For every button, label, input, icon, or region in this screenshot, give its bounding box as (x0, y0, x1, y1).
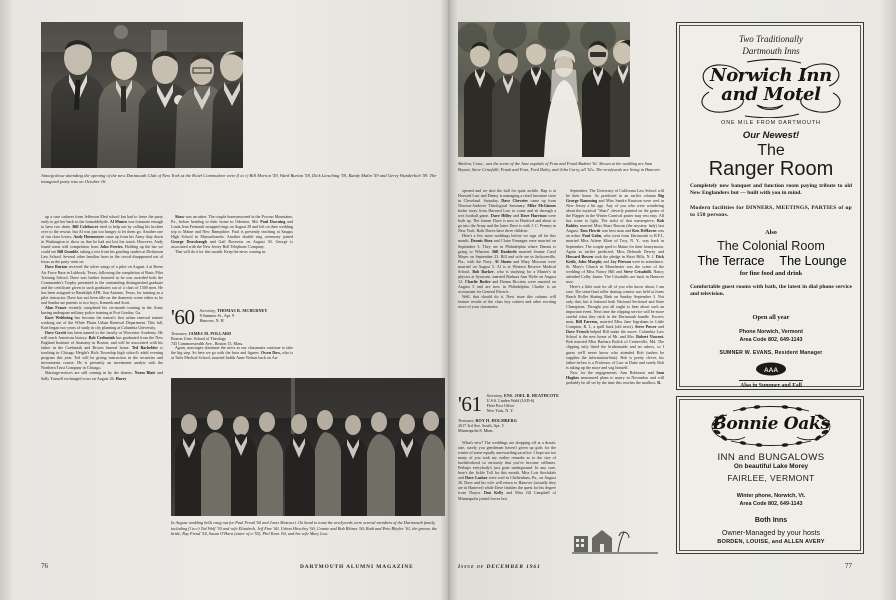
treasurer-name-1961: ROY H. HOLMBERG (475, 418, 518, 423)
treasurer-address-2: 745 Commonwealth Ave., Boston 15, Mass. (171, 341, 244, 347)
treasurer-1961-address-2: Minneapolis 8, Minn. (458, 428, 494, 434)
right-page-column-1: opened and we shot the bull for quite awhile. Hap is at Harvard Law and Denny is managing a retail furniture store in Cleveland. Saturday, Dave Chevrier came up from Newton-Andover Theological Seminary. Mike McGinnes broke away from Harvard Law to come and sit through a wet football game. Dave Hilley and Dave Harrison were both up. The former Dave is now in Hartford and about to go into the Army and the latter Dave is with J. C. Penney in New York. Both Daves have three children. Here's a few more weddings before we sign off for this month. Dennis Shea and Claire Finnegan were married on September 3. They are in Philadelphia where Dennis is going to Wharton. Bill Danforth married Jeanne Carol Mayer on September 23. Bill and wife are in Jacksonville, Fla., with the Navy. Al Shonn and Mary Missouri were married on August 5. Al is at Western Reserve Medical School. Bob Barker, who is studying for a Master's in physics at Syracuse, married Barbara Ann Wylie on August 12. Charlie Butler and Donna Riccinto were married on August 5 and are now in Philadelphia. Charlie is an accountant for General Electric. Well, that should do it. Next issue this column will feature results of the class boy contest and other exciting news of your classmates. (458, 188, 557, 310)
photo-2-caption: In August wedding bells rang out for Paul Freud '60 and Janet Matrucci. On hand to toast the newlyweds were several members of the Dartmouth family, including (l to r) Ted Wolf '30 and wife Elizabeth, Jeff Fine '60, Urban Hirschey '60, Connie and Bob Rhines '60, Ruth and Pete Bleyler '61, the groom, the bride, Ray Freud '54, Susan O'Hara (sister of a '55), Phil Kron '60, and his wife Mary Lou. (171, 520, 437, 537)
norwich-tagline (687, 33, 855, 57)
bonnie-oaks-line-3: FAIRLEE, VERMONT (727, 473, 815, 483)
left-page-column-1: up a cute cadaver from Jefferson Med school but had to leave the party early to get her back to the formaldehyde. Al Munro was fortunate enough to have two dates. Bill Colebower tried to help out by calling his brother over to the rescue, but Al was just too hungry to let them go. Another one of our class lovers, Andy Hoenmeyer came up from his Army duty down in Washington to show us that he had not lost his touch. However, Andy found some stiff competition from John Ferries. Holding up the bar we could see Bill Gumble, taking a rest from his grueling studies at Dickinson Law School. Several other familiar faces in the crowd disappeared out of focus as the party went on. Dave Burton received the silver wings of a pilot on August 4 at Reese Air Force Base in Lubbock, Texas, following the completion of Basic Pilot Training School. Dave was further honored as he was awarded both the Commander's Trophy presented to the outstanding distinguished graduate and the certificate given to such graduates out of a class of 1500 men. He has been assigned to Randolph AFB, San Antonio, Texas, for training as a pilot instructor. Dave has not been idle on the domestic scene either as he and Sandra are parents to two boys, Kenneth and Scott. Alan Fraser recently completed his six-month training in the Army having undergone military police training at Fort Gordon, Ga. Kurt Wehbring has become the nation's first urban renewal trainee working out of the White Plains Urban Renewal Department. This fall, Kurt began two years of study in city planning at Columbia University. Dave Gavitt has been named to the faculty at Worcester Academy. He will teach American history. Bob Czebsniak has graduated from the New England Institute of Anatomy in Boston, and will be associated with his father in the Czebsniak and Brown funeral home. Ted Bachelder is teaching in Chicago Height's Rich Township high school's adult evening program this year. Ted will be giving instruction in the securities and investments course. He is presently an investment analyst with the Northern Trust Company in Chicago. Marriage-notices are still coming in by the dozens. Norm Blair and Sally Trussell exchanged vows on August 26. Harry (41, 214, 164, 381)
norwich-body-2: Modern facilities for DINNERS, MEETINGS, PARTIES of up to 150 persons. (690, 205, 852, 219)
class-section-1960-header (171, 306, 299, 346)
bonnie-oaks-hosts: BORDEN, LOUISE, and ALLEN AVERY (717, 539, 825, 545)
right-page-column-2: September. The University of California Law School will be their home. As predicted in an earlier column Big George Ramming and Miss Sandra Knutson were wed in New Jersey a bit ago. Any of you who were wondering about the mystical "Shari" cleverly painted on the garter of the Flapper in the Winter Carnival poster may rest easy. All has come to light. The artist of that masterpiece, Bob Balsley married Miss Shari Rowan (the mystery lady) last August. Tom Hewitt was best man and Ken DeHaven was an usher. Paul Gahn, who went from Dartmouth to R.P.I., married Miss Arlene Kline of Troy, N. Y., way back in September. The couple sped to Maine for their honeymoon. Again as earlier predicted, Miss Deborah Dewey and Howard Bowen took the pledge in Short Hills, N. J. Dick Keith, John Murphy and Jay Pierson were in attendance. St. Mary's Church in Manchester was the scene of the wedding of Miss Nancy Hill and Steve Crisafulli. Nancy attended Colby Junior. The Crisafullis are back in Hanover now. Here's a little note for all of you who know about, I am sure. The semi-final roller skating contest was held at Jones Beach Roller Skating Rink on Sunday September 3. Not only that, but it featured both National Sectional and State Champions. Thought you all ought to hear about such an important event. Next time the clipping service will be more careful what they stick in the Dartmouth bundle. Excrew man, Bill Farrens, married Miss Jane Ingraham in Little Compton, R. I., a spell back (old news). Steve Power and Dave French helped Bill make the move. Columbia Law School is the new home of Mr. and Mrs. Robert Vincent. Bob married Miss Barbara Bolick of Centerville, Md. The clipping only listed the bridesmaids and no ushers, so I guess we'll never know who attended Bob (unless he supplies the information-hint). Bob is pretty clever, his father-in-law is a Professor of Law at Duke and surely Bob is taking up the mace and wig himself. Now for the engagements. Ann Robinson and Sam Hughes announced plans to marry in November and will probably be all set by the time this reaches the mailbox. R. (566, 188, 665, 385)
photo-1-caption: Among those attending the opening of the new Dartmouth Club of New York at the Hotel Commodore were (l to r) Bill Morton '59, Ward Burian '58, Dick Liesching '59, Randy Malin '59 and Gerry Wunderlich '59. The inaugural party was on October 16. (41, 173, 437, 185)
class-year-1961: '61 (458, 392, 482, 416)
photo-2-image (171, 378, 445, 516)
bonnie-oaks-phone-line-2: Area Code 802, 649-1143 (739, 501, 803, 507)
treasurer-address-1: Boston Univ. School of Theology (171, 336, 227, 342)
secretary-name-1961: ENS. JOEL B. HEATHCOTE (503, 393, 559, 398)
norwich-inn-ad[interactable] (676, 22, 864, 390)
bonnie-oaks-line-1: INN and BUNGALOWS (717, 452, 825, 463)
norwich-body-3: Comfortable guest rooms with bath, the latest in dial phone service and television. (690, 284, 852, 298)
secretary-address-1: 8 Summer St., Apt. 9 (199, 313, 235, 319)
class-1960-treasurer (171, 331, 299, 346)
photo-3-caption: Shelton, Conn., was the scene of the June nuptials of Fran and Frank Budetti '61. Shown at the wedding are Sam Bryant, Steve Crisafulli, Frank and Fran, Ford Daley, and John Curry, all '61s. The newlyweds are living in Hanover. (458, 161, 661, 172)
running-head-right: Issue of DECEMBER 1961 (458, 564, 541, 570)
right-page-column-1-body: What's new? The weddings are dropping off at a drastic rate, surely you gentlemen haven't given up girls for the winter of some equally unrewarding sacrifice. I hope not too many of you took my earlier remarks as to the size of bachelorhood so seriously that you've become celibates. Perhaps everybody's just gone underground. In any case, here's the fickle Toll for this month. Miss Lois Stockdale and Dave Lashar were wed in Cheltenham, Pa., on August 26. Dave and his wife will return to Hanover (actually they are in Hanover) while Dave finishes the quest for his degree from Thayer. Don Kelly and Miss Jill Campbell of Minneapolis joined forces last (458, 440, 556, 501)
norwich-our-newest: Our Newest! (742, 130, 800, 141)
bonnie-oaks-logo: Bonnie Oaks (712, 414, 830, 434)
norwich-manager: SUMNER W. EVANS, Resident Manager (719, 350, 823, 356)
norwich-tagline-line-2: Dartmouth Inns (742, 46, 800, 56)
secretary-name: THOMAS R. MCBURNEY (216, 308, 268, 313)
norwich-divider-rule (739, 380, 803, 381)
svg-text:AAA: AAA (763, 367, 779, 374)
secretary-label: Secretary, (199, 308, 216, 313)
norwich-logo-line-1: Norwich Inn (710, 65, 832, 86)
decorative-ornament (572, 520, 658, 554)
class-1960-secretary (200, 306, 268, 323)
left-page-column-2: Shaw was an usher. The couple honeymooned in the Pocono Mountains, Pa., before heading to their home in Odenton, Md. Paul Downing and Linda Jean Fremault swapped rings on August 28 and left on their wedding trip to Maine and New Hampshire. Paul is presently teaching at Saugus High School in Massachusetts. Another double ring ceremony joined George Drawbaugh and Gail Rosevear on August 30. George is associated with the New Jersey Bell Telephone Company. That will do it for this month. Keep the news coming in. (171, 214, 293, 255)
treasurer-name: JAMES M. POLLARD (188, 331, 232, 336)
paul-freud-wedding-photo (171, 378, 445, 516)
norwich-phone-line-1: Phone Norwich, Vermont (739, 329, 803, 335)
norwich-headline-line-1: The (757, 142, 785, 159)
secretary-1961-address-3: New York, N. Y. (486, 408, 514, 414)
class-1961-secretary (487, 392, 559, 413)
secretary-1961-address-1: U.S.S. Linden Wald (LSD-6) (486, 398, 535, 404)
norwich-seasons: Also in Summer and Fall (740, 383, 802, 389)
treasurer-label: Treasurer, (171, 331, 188, 336)
photo-3-image (458, 22, 630, 157)
norwich-headline-line-2: Ranger Room (708, 158, 834, 180)
page-number-right: 77 (845, 562, 852, 570)
bonnie-oaks-owner: Owner-Managed by your hosts (721, 528, 821, 537)
class-1961-treasurer (458, 418, 564, 433)
bonnie-oaks-ad[interactable] (676, 396, 864, 554)
photo-1-image (41, 22, 243, 168)
ornament-icon (572, 520, 658, 554)
class-section-1961-header (458, 392, 564, 433)
aaa-oval-icon (755, 362, 787, 376)
page-number-left: 76 (41, 562, 48, 570)
norwich-terrace: The Terrace (697, 254, 765, 268)
bonnie-oaks-line-2: On beautiful Lake Morey (733, 463, 809, 470)
norwich-inn-logo (687, 56, 855, 118)
class-year-1960: '60 (171, 305, 195, 329)
norwich-lounge: The Lounge (779, 254, 847, 268)
norwich-colonial-room: The Colonial Room (717, 239, 825, 253)
norwich-subtitle: ONE MILE FROM DARTMOUTH (721, 120, 821, 126)
running-head-left: DARTMOUTH ALUMNI MAGAZINE (300, 564, 414, 570)
budetti-wedding-photo (458, 22, 630, 157)
treasurer-label-1961: Treasurer, (458, 418, 475, 423)
bonnie-oaks-phone-line-1: Winter phone, Norwich, Vt. (736, 493, 806, 499)
left-page-column-2-body: Again, marriages dominate the news as our classmates continue to take the big step. So here we go with the facts and figures. Owen Dow, who is at Tufts Medical School, married Judith Anne Nelson back on Au- (171, 345, 293, 361)
secretary-1961-address-2: Fleet Post Office (486, 403, 515, 409)
norwich-body-1: Completely new banquet and function room paying tribute to old New Englanders but — built with you in mind. (690, 183, 852, 197)
norwich-phone-line-2: Area Code 802, 649-1143 (739, 337, 803, 343)
bonnie-oaks-both-inns: Both Inns (754, 517, 788, 524)
norwich-open-all-year: Open all year (752, 314, 790, 321)
norwich-tagline-line-1: Two Traditionally (738, 34, 804, 44)
dartmouth-club-new-york-photo (41, 22, 243, 168)
norwich-logo-line-2: and Motel (721, 84, 821, 105)
aaa-badge-icon (755, 362, 787, 376)
secretary-address-2: Hanover, N. H. (199, 318, 225, 324)
norwich-room-sub: for fine food and drink (739, 270, 803, 277)
secretary-label-1961: Secretary, (486, 393, 503, 398)
treasurer-1961-address-1: 2617 3rd Ave. South, Apt. 5 (458, 423, 504, 429)
norwich-also: Also (765, 229, 777, 236)
bonnie-oaks-logo-wreath (699, 403, 843, 447)
